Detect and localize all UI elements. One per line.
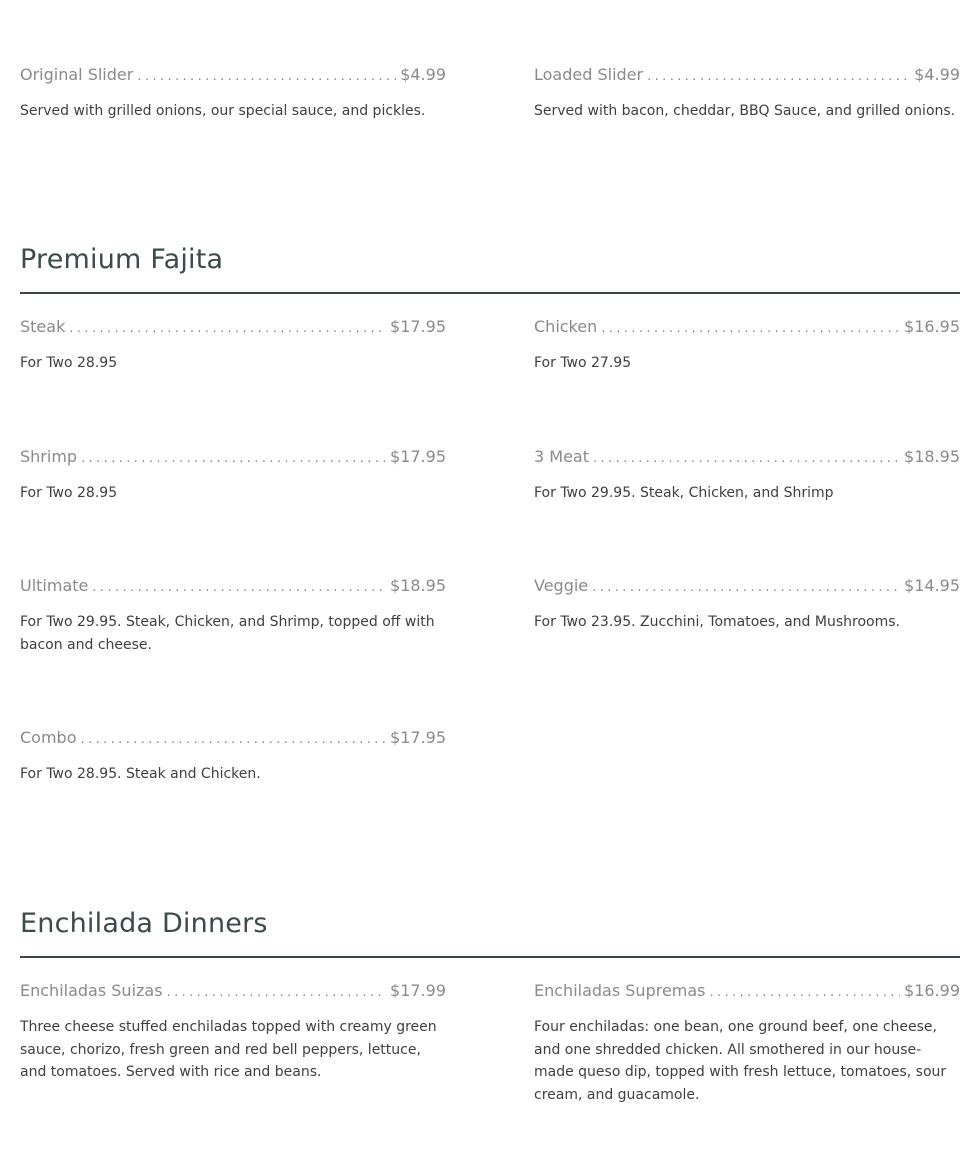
item-price: $4.99 bbox=[400, 65, 446, 84]
item-line bbox=[534, 65, 960, 84]
item-line bbox=[534, 317, 960, 336]
menu-item-shrimp bbox=[20, 447, 446, 505]
item-name: Shrimp bbox=[20, 447, 78, 466]
item-description: For Two 29.95. Steak, Chicken, and Shrimp, topped off with bacon and cheese. bbox=[20, 614, 435, 653]
item-price: $16.99 bbox=[904, 981, 960, 1000]
item-line bbox=[20, 576, 446, 595]
menu-item-combo bbox=[20, 728, 446, 786]
item-description: For Two 28.95. Steak and Chicken. bbox=[20, 766, 261, 782]
menu-item-original-slider bbox=[20, 65, 446, 123]
item-price: $16.95 bbox=[904, 317, 960, 336]
item-name: Enchiladas Suizas bbox=[20, 981, 163, 1000]
item-description: Served with grilled onions, our special sauce, and pickles. bbox=[20, 103, 426, 119]
dot-leader bbox=[137, 69, 396, 84]
item-name: Combo bbox=[20, 728, 77, 747]
item-description: For Two 28.95 bbox=[20, 485, 118, 501]
item-description: Served with bacon, cheddar, BBQ Sauce, and grilled onions. bbox=[534, 103, 956, 119]
dot-leader bbox=[167, 985, 386, 1000]
menu-item-chicken bbox=[534, 317, 960, 375]
dot-leader bbox=[592, 580, 900, 595]
menu-item-ultimate bbox=[20, 576, 446, 656]
item-description: Three cheese stuffed enchiladas topped with creamy green sauce, chorizo, fresh green and red bell peppers, lettuce, and tomatoes. Served with rice and beans. bbox=[20, 1019, 437, 1080]
item-description: For Two 28.95 bbox=[20, 355, 118, 371]
item-price: $18.95 bbox=[904, 447, 960, 466]
item-price: $17.95 bbox=[390, 317, 446, 336]
section-title-premium-fajita: Premium Fajita bbox=[20, 244, 224, 275]
item-line bbox=[534, 981, 960, 1000]
item-line bbox=[20, 447, 446, 466]
menu-item-enchiladas-suizas bbox=[20, 981, 446, 1084]
item-price: $17.95 bbox=[390, 447, 446, 466]
item-line bbox=[20, 317, 446, 336]
item-line bbox=[20, 728, 446, 747]
dot-leader bbox=[593, 451, 900, 466]
item-line bbox=[534, 576, 960, 595]
item-name: Steak bbox=[20, 317, 66, 336]
dot-leader bbox=[92, 580, 386, 595]
item-price: $17.95 bbox=[390, 728, 446, 747]
item-price: $17.99 bbox=[390, 981, 446, 1000]
item-name: Enchiladas Supremas bbox=[534, 981, 706, 1000]
item-name: Loaded Slider bbox=[534, 65, 644, 84]
item-description: For Two 29.95. Steak, Chicken, and Shrimp bbox=[534, 485, 834, 501]
item-name: Original Slider bbox=[20, 65, 134, 84]
dot-leader bbox=[710, 985, 901, 1000]
item-description: For Two 27.95 bbox=[534, 355, 632, 371]
menu-item-3-meat bbox=[534, 447, 960, 505]
item-line bbox=[20, 65, 446, 84]
item-line bbox=[534, 447, 960, 466]
menu-item-veggie bbox=[534, 576, 960, 634]
item-name: Veggie bbox=[534, 576, 589, 595]
item-line bbox=[20, 981, 446, 1000]
item-price: $18.95 bbox=[390, 576, 446, 595]
menu-item-enchiladas-supremas bbox=[534, 981, 960, 1106]
item-name: Chicken bbox=[534, 317, 598, 336]
dot-leader bbox=[81, 451, 386, 466]
menu-item-loaded-slider bbox=[534, 65, 960, 123]
item-name: Ultimate bbox=[20, 576, 89, 595]
item-name: 3 Meat bbox=[534, 447, 589, 466]
item-description: Four enchiladas: one bean, one ground beef, one cheese, and one shredded chicken. All smothered in our house-made queso dip, topped with fresh lettuce, tomatoes, sour cream, and guacamole. bbox=[534, 1019, 947, 1103]
item-price: $14.95 bbox=[904, 576, 960, 595]
dot-leader bbox=[601, 321, 900, 336]
section-title-enchilada-dinners: Enchilada Dinners bbox=[20, 908, 268, 939]
dot-leader bbox=[81, 732, 387, 747]
dot-leader bbox=[69, 321, 386, 336]
item-description: For Two 23.95. Zucchini, Tomatoes, and Mushrooms. bbox=[534, 614, 900, 630]
dot-leader bbox=[647, 69, 910, 84]
item-price: $4.99 bbox=[914, 65, 960, 84]
section-divider bbox=[20, 956, 960, 958]
section-divider bbox=[20, 292, 960, 294]
menu-item-steak bbox=[20, 317, 446, 375]
